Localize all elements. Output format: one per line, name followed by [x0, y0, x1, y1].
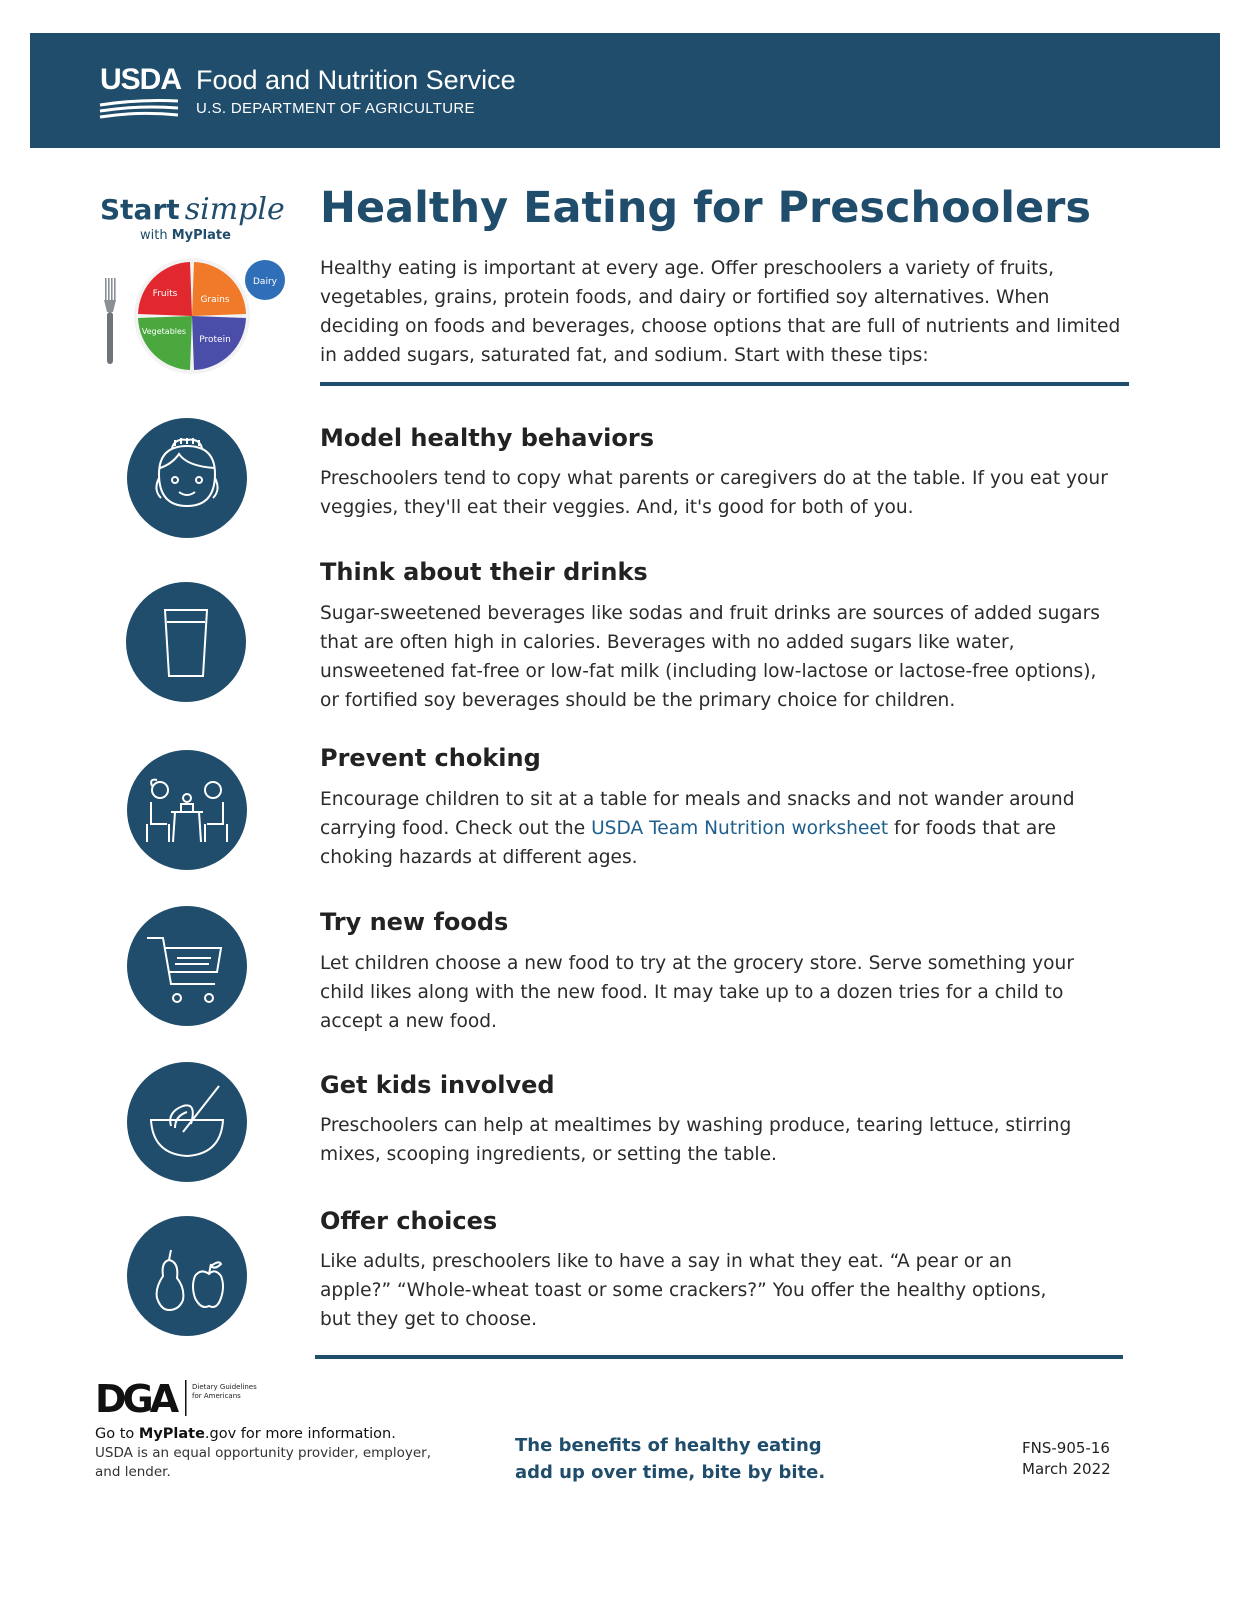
- agency-name: Food and Nutrition Service: [196, 65, 516, 95]
- team-nutrition-worksheet-link[interactable]: USDA Team Nutrition worksheet: [591, 818, 889, 839]
- publication-date: March 2022: [1022, 1460, 1111, 1478]
- tip-body-prevent-choking: [320, 785, 1120, 872]
- tip-heading-model-healthy-behaviors: Model healthy behaviors: [320, 424, 654, 452]
- intro-paragraph: Healthy eating is important at every age. Offer preschoolers a variety of fruits, vegetables, grains, protein foods, and dairy or fortified soy alternatives. When deciding on foods and beverages, choose options that are full of nutrients and limited in added sugars, saturated fat, and sodium. Start with these tips:: [320, 258, 1121, 366]
- go-to-text: Go to: [95, 1426, 139, 1442]
- tagline-line-2: add up over time, bite by bite.: [515, 1462, 826, 1483]
- shopping-cart-icon: [127, 906, 247, 1026]
- child-face-icon: [127, 418, 247, 538]
- simple-text: simple: [184, 192, 285, 227]
- tagline-line-1: The benefits of healthy eating: [515, 1435, 822, 1456]
- header-banner: [30, 33, 1220, 148]
- whisk-bowl-icon: [127, 1062, 247, 1182]
- myplate-link-line: [95, 1425, 435, 1444]
- fruits-label: Fruits: [152, 289, 178, 299]
- pear-apple-icon: [127, 1216, 247, 1336]
- kids-at-table-icon: [127, 750, 247, 870]
- start-simple-logo: [100, 192, 300, 243]
- dairy-label: Dairy: [253, 277, 277, 287]
- page-title: Healthy Eating for Preschoolers: [320, 183, 1091, 233]
- myplate-brand: MyPlate: [171, 228, 231, 243]
- start-text: Start: [100, 193, 180, 226]
- tip-body-model-healthy-behaviors: Preschoolers tend to copy what parents or caregivers do at the table. If you eat your veggies, they'll eat their veggies. And, it's good for both of you.: [320, 468, 1108, 518]
- tip-heading-think-about-drinks: Think about their drinks: [320, 558, 648, 586]
- grains-label: Grains: [200, 295, 230, 305]
- tip-body-get-kids-involved: Preschoolers can help at mealtimes by washing produce, tearing lettuce, stirring mixes, scooping ingredients, or setting the table.: [320, 1115, 1072, 1165]
- with-text: with: [140, 228, 172, 243]
- with-myplate-text: [140, 228, 231, 243]
- equal-opportunity-text: USDA is an equal opportunity provider, employer, and lender.: [95, 1445, 432, 1480]
- dga-logo: [95, 1378, 190, 1418]
- glass-icon: [126, 582, 246, 702]
- dga-logo-text: DGA: [95, 1378, 176, 1418]
- myplate-link[interactable]: MyPlate: [138, 1426, 205, 1442]
- more-info-text: .gov for more information.: [204, 1426, 396, 1442]
- tip-heading-offer-choices: Offer choices: [320, 1207, 498, 1235]
- top-divider: [320, 382, 1129, 386]
- document-code: [1022, 1438, 1111, 1480]
- vegetables-segment: [138, 316, 192, 370]
- myplate-icon: [98, 256, 293, 376]
- tip-body-think-about-drinks: Sugar-sweetened beverages like sodas and fruit drinks are sources of added sugars that are often high in calories. Beverages with no added sugars like water, unsweetened fat-free or low-fat milk (including low-lactose or lactose-free options), or fortified soy beverages should be the primary choice for children.: [320, 603, 1100, 711]
- tagline: [515, 1432, 825, 1486]
- fork-icon: [104, 278, 116, 364]
- tip-body-offer-choices: Like adults, preschoolers like to have a say in what they eat. “A pear or an apple?” “Whole-wheat toast or some crackers?” You offer the healthy options, but they get to choose.: [320, 1251, 1047, 1330]
- dga-caption: Dietary Guidelines for Americans: [192, 1383, 257, 1400]
- footer-info: [95, 1425, 435, 1482]
- tip-heading-try-new-foods: Try new foods: [320, 908, 509, 936]
- vegetables-label: Vegetables: [141, 327, 187, 336]
- usda-swoosh-icon: [98, 97, 180, 123]
- grains-segment: [192, 262, 246, 316]
- usda-logo: USDA: [100, 63, 182, 96]
- protein-label: Protein: [199, 335, 231, 345]
- tip-body-prevent-choking-text: Encourage children to sit at a table for meals and snacks and not wander around carrying food. Check out the: [320, 789, 1075, 839]
- fns-code: FNS-905-16: [1022, 1439, 1110, 1457]
- department-name: U.S. DEPARTMENT OF AGRICULTURE: [196, 100, 475, 117]
- tip-heading-get-kids-involved: Get kids involved: [320, 1071, 555, 1099]
- tip-body-prevent-choking-text-end: for foods that are choking hazards at different ages.: [320, 818, 1056, 868]
- bottom-divider: [315, 1355, 1123, 1359]
- tip-heading-prevent-choking: Prevent choking: [320, 744, 541, 772]
- tip-body-try-new-foods: Let children choose a new food to try at the grocery store. Serve something your child likes along with the new food. It may take up to a dozen tries for a child to accept a new food.: [320, 953, 1074, 1032]
